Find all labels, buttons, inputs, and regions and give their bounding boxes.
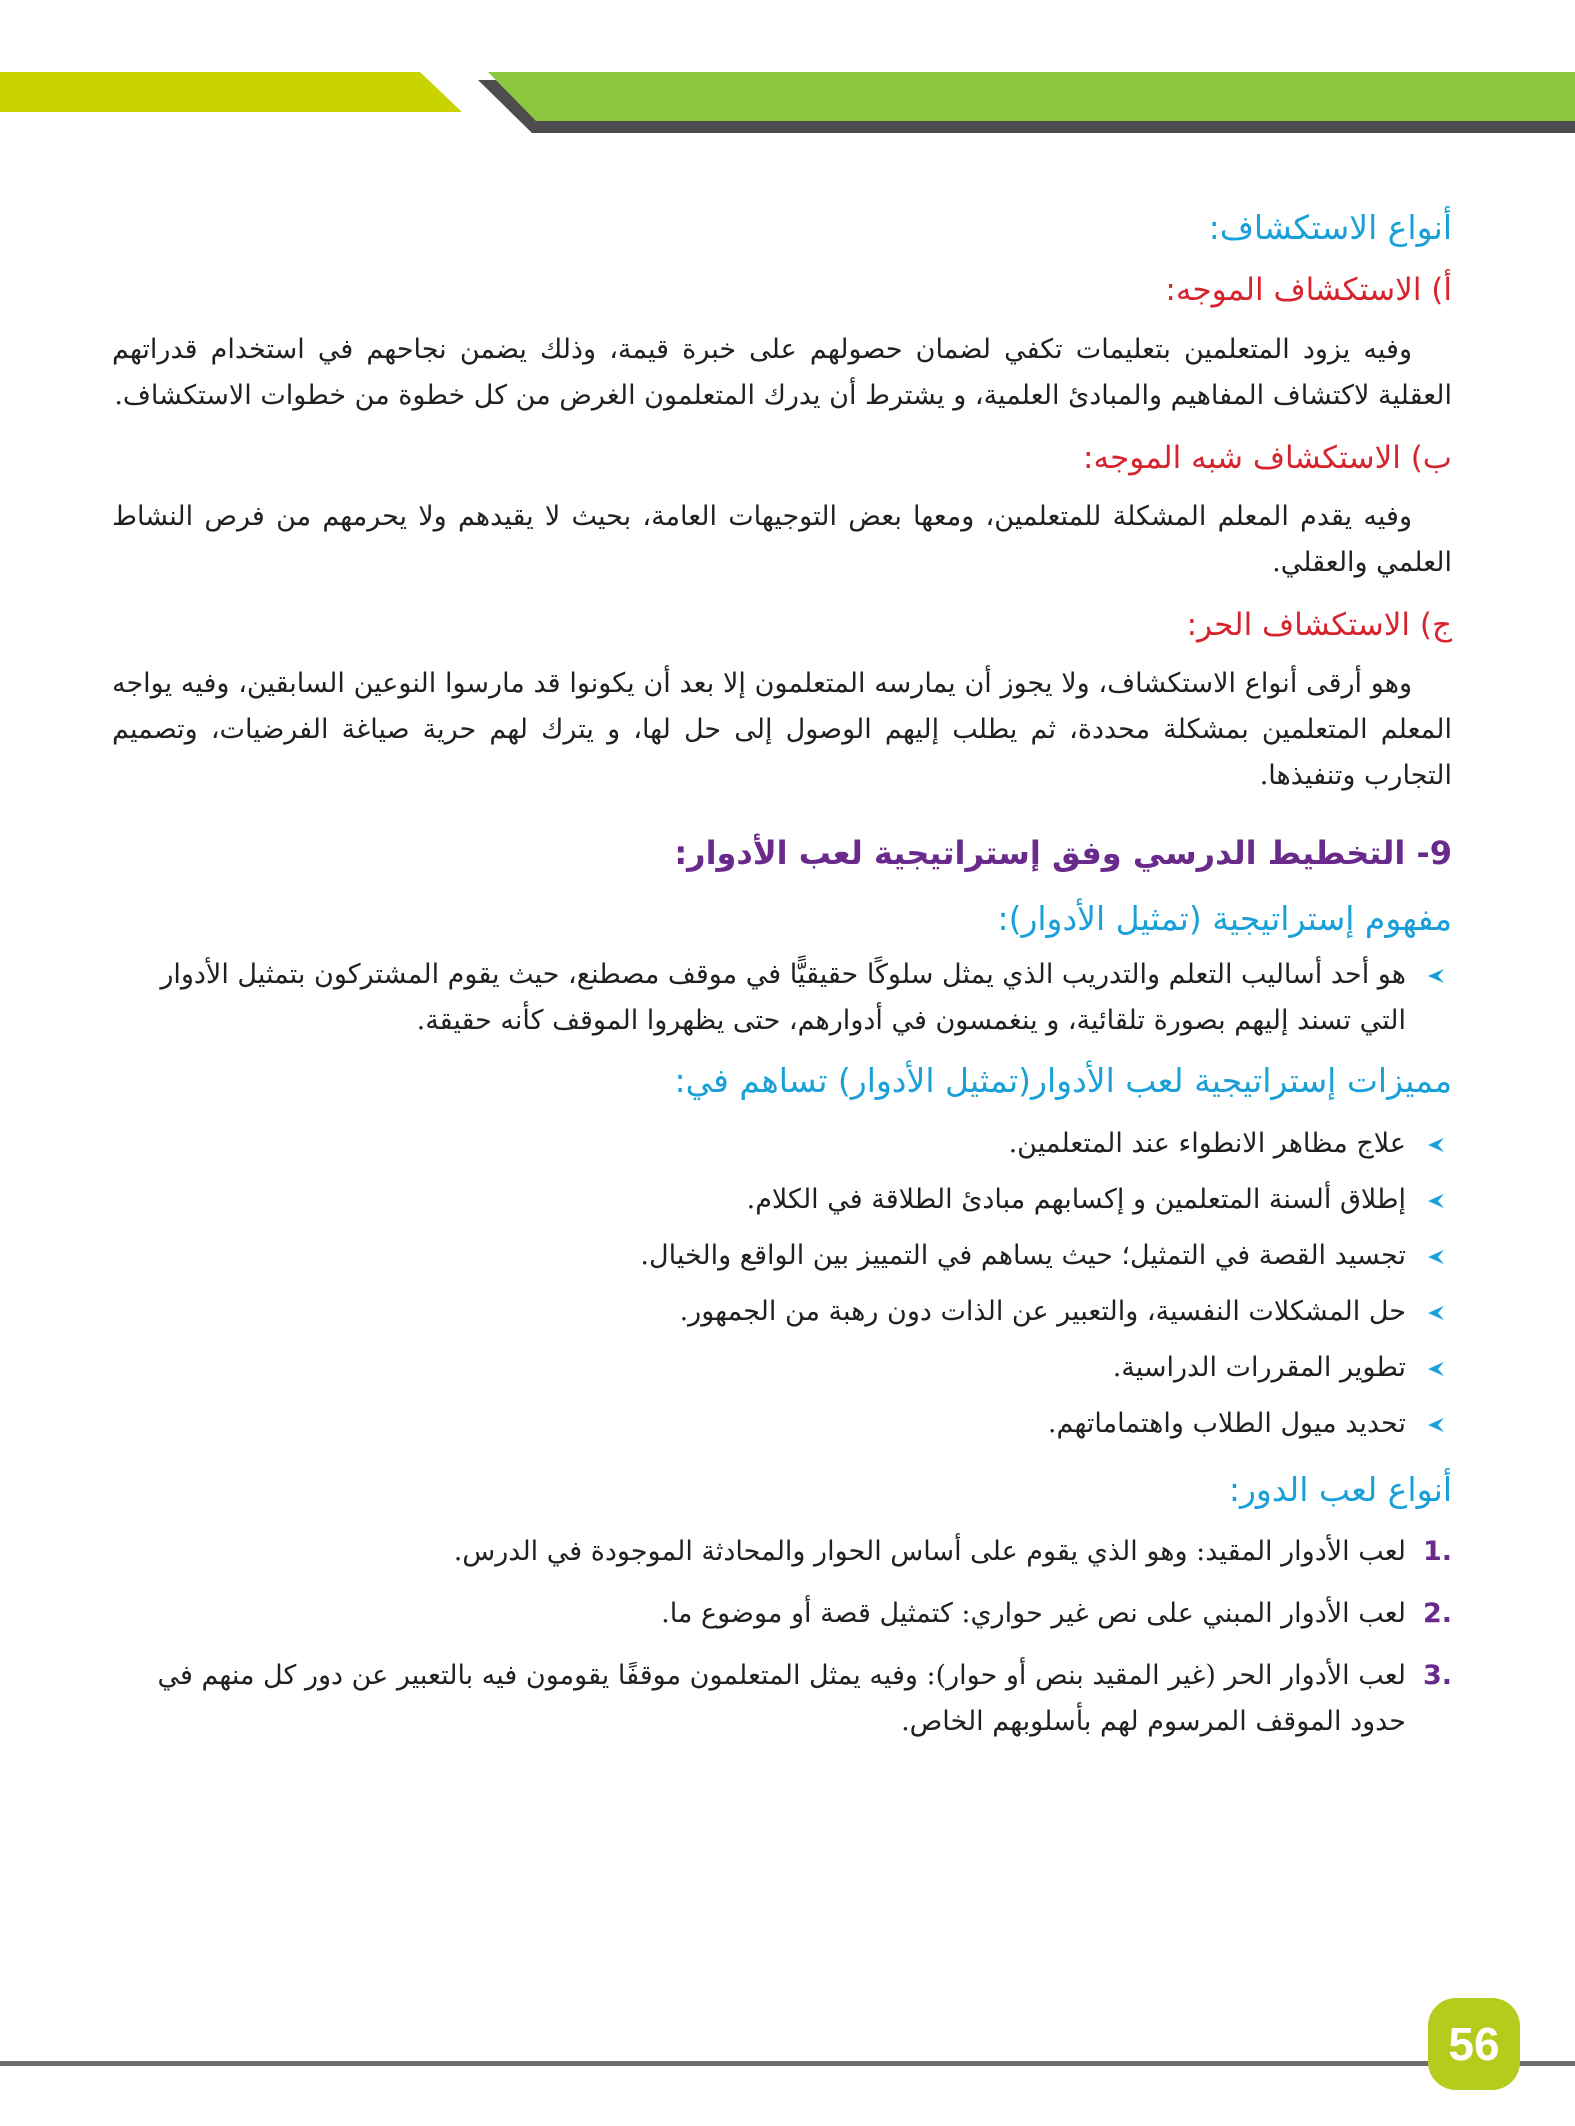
feature-text: علاج مظاهر الانطواء عند المتعلمين. xyxy=(1008,1127,1406,1159)
list-item xyxy=(112,1529,1452,1575)
section-9-title-text: التخطيط الدرسي وفق إستراتيجية لعب الأدوار: xyxy=(674,834,1406,873)
bullet-icon xyxy=(1428,1362,1444,1376)
list-item xyxy=(112,1345,1452,1391)
type-text: لعب الأدوار الحر (غير المقيد بنص أو حوار): وفيه يمثل المتعلمون موقفًا يقومون فيه بالتعبير عن دور كل منهم في حدود الموقف المرسوم لهم بأسلوبهم الخاص. xyxy=(157,1659,1406,1737)
guided-discovery-heading: أ) الاستكشاف الموجه: xyxy=(1165,272,1452,309)
feature-text: تجسيد القصة في التمثيل؛ حيث يساهم في التمييز بين الواقع والخيال. xyxy=(640,1239,1406,1271)
bullet-icon xyxy=(1428,1194,1444,1208)
bullet-icon xyxy=(1428,1306,1444,1320)
feature-text: تحديد ميول الطلاب واهتماماتهم. xyxy=(1047,1407,1406,1439)
free-discovery-heading: ج) الاستكشاف الحر: xyxy=(1186,606,1452,643)
list-item xyxy=(112,1233,1452,1279)
list-item xyxy=(112,1289,1452,1335)
item-number: 1. xyxy=(1422,1535,1452,1567)
header-green-stripe xyxy=(488,72,1575,121)
item-number: 3. xyxy=(1422,1659,1452,1691)
list-item xyxy=(112,1653,1452,1745)
bullet-icon xyxy=(1428,1418,1444,1432)
guided-discovery-text: وفيه يزود المتعلمين بتعليمات تكفي لضمان حصولهم على خبرة قيمة، وذلك يضمن نجاحهم في استخدام قدراتهم العقلية لاكتشاف المفاهيم والمبادئ العلمية، و يشترط أن يدرك المتعلمون الغرض من كل خطوة من خطوات الاستكشاف. xyxy=(112,333,1452,411)
feature-text: حل المشكلات النفسية، والتعبير عن الذات دون رهبة من الجمهور. xyxy=(679,1295,1406,1327)
list-item xyxy=(112,1121,1452,1167)
list-item xyxy=(112,1177,1452,1223)
section-9-title xyxy=(112,831,1452,876)
list-item xyxy=(112,1591,1452,1637)
header-lime-stripe xyxy=(0,72,462,112)
concept-text: هو أحد أساليب التعلم والتدريب الذي يمثل سلوكًا حقيقيًّا في موقف مصطنع، حيث يقوم المشتركون بتمثيل الأدوار التي تسند إليهم بصورة تلقائية، و ينغمسون في أدوارهم، حتى يظهروا الموقف كأنه حقيقة. xyxy=(160,959,1406,1037)
feature-text: تطوير المقررات الدراسية. xyxy=(1112,1351,1406,1383)
types-list xyxy=(112,1529,1452,1745)
type-text: لعب الأدوار المقيد: وهو الذي يقوم على أساس الحوار والمحادثة الموجودة في الدرس. xyxy=(453,1535,1406,1567)
role-play-types-title: أنواع لعب الدور: xyxy=(1228,1469,1452,1509)
free-discovery-text: وهو أرقى أنواع الاستكشاف، ولا يجوز أن يمارسه المتعلمون إلا بعد أن يكونوا قد مارسوا النوعين السابقين، وفيه يواجه المعلم المتعلمين بمشكلة محددة، ثم يطلب إليهم الوصول إلى حل لها، و يترك لهم حرية صياغة الفرضيات، وتصميم التجارب وتنفيذها. xyxy=(112,668,1452,792)
feature-text: إطلاق ألسنة المتعلمين و إكسابهم مبادئ الطلاقة في الكلام. xyxy=(746,1183,1406,1215)
semi-guided-discovery-heading: ب) الاستكشاف شبه الموجه: xyxy=(1083,439,1452,476)
type-text: لعب الأدوار المبني على نص غير حواري: كتمثيل قصة أو موضوع ما. xyxy=(661,1597,1406,1629)
page-content xyxy=(112,185,1452,1745)
role-play-features-title: مميزات إستراتيجية لعب الأدوار(تمثيل الأدوار) تساهم في: xyxy=(674,1061,1452,1101)
semi-guided-discovery-text: وفيه يقدم المعلم المشكلة للمتعلمين، ومعها بعض التوجيهات العامة، بحيث لا يقيدهم ولا يحرمهم من فرص النشاط العلمي والعقلي. xyxy=(112,500,1452,578)
bullet-icon xyxy=(1428,1138,1444,1152)
bullet-icon xyxy=(1428,1250,1444,1264)
list-item xyxy=(112,1401,1452,1447)
bullet-icon xyxy=(1428,969,1444,983)
item-number: 2. xyxy=(1422,1597,1452,1629)
discovery-types-title: أنواع الاستكشاف: xyxy=(1208,208,1452,247)
features-list xyxy=(112,1121,1452,1447)
concept-list xyxy=(112,952,1452,1044)
section-9-number: -9 xyxy=(1416,834,1452,873)
footer-divider xyxy=(0,2061,1575,2066)
list-item xyxy=(112,952,1452,1044)
page-number-badge: 56 xyxy=(1428,1998,1520,2090)
header-banner xyxy=(0,0,1575,140)
role-play-concept-title: مفهوم إستراتيجية (تمثيل الأدوار): xyxy=(997,899,1452,939)
